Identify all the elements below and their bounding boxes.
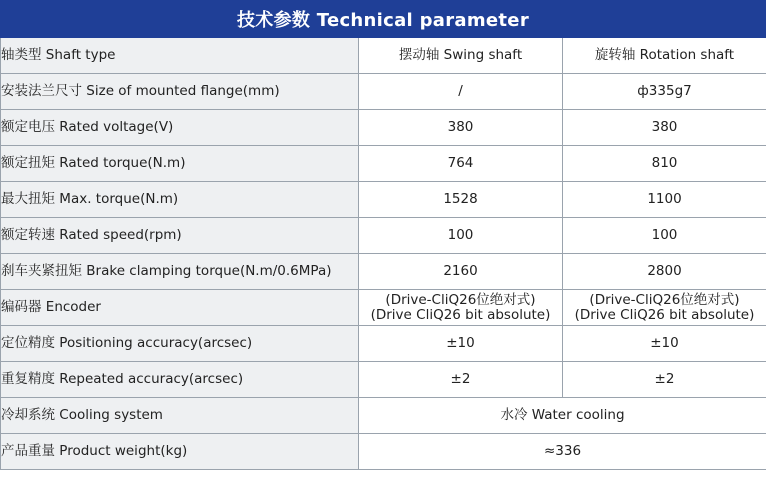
table-row: [1, 434, 766, 470]
table-row: [1, 218, 766, 254]
table-row: [1, 110, 766, 146]
encoder-line-cn: (Drive-CliQ26位绝对式): [385, 291, 536, 308]
row-label: 冷却系统 Cooling system: [1, 398, 359, 434]
table-title: 技术参数 Technical parameter: [237, 10, 529, 31]
table-row: [1, 74, 766, 110]
rotation-shaft-value: 旋转轴 Rotation shaft: [563, 38, 766, 74]
rotation-shaft-value: ±2: [563, 362, 766, 398]
row-label: 最大扭矩 Max. torque(N.m): [1, 182, 359, 218]
row-label: 安装法兰尺寸 Size of mounted flange(mm): [1, 74, 359, 110]
encoder-line-en: (Drive CliQ26 bit absolute): [574, 306, 755, 323]
rotation-shaft-value: ±10: [563, 326, 766, 362]
table-row: [1, 254, 766, 290]
table-row: [1, 398, 766, 434]
encoder-line-en: (Drive CliQ26 bit absolute): [370, 306, 551, 323]
swing-shaft-value: 1528: [359, 182, 563, 218]
swing-shaft-value: 2160: [359, 254, 563, 290]
swing-shaft-value: 摆动轴 Swing shaft: [359, 38, 563, 74]
swing-shaft-value: ±10: [359, 326, 563, 362]
table-row: [1, 182, 766, 218]
encoder-line-cn: (Drive-CliQ26位绝对式): [589, 291, 740, 308]
row-label: 重复精度 Repeated accuracy(arcsec): [1, 362, 359, 398]
swing-shaft-value: 764: [359, 146, 563, 182]
swing-shaft-value: [359, 290, 563, 326]
shared-value: 水冷 Water cooling: [359, 398, 766, 434]
row-label: 产品重量 Product weight(kg): [1, 434, 359, 470]
swing-shaft-value: 100: [359, 218, 563, 254]
rotation-shaft-value: 380: [563, 110, 766, 146]
rotation-shaft-value: ф335g7: [563, 74, 766, 110]
rotation-shaft-value: 100: [563, 218, 766, 254]
swing-shaft-value: /: [359, 74, 563, 110]
table-row: [1, 290, 766, 326]
rotation-shaft-value: 2800: [563, 254, 766, 290]
row-label: 额定电压 Rated voltage(V): [1, 110, 359, 146]
technical-parameter-table: [0, 38, 766, 470]
row-label: 轴类型 Shaft type: [1, 38, 359, 74]
table-title-bar: [0, 0, 766, 38]
table-row: [1, 146, 766, 182]
table-row: [1, 38, 766, 74]
swing-shaft-value: ±2: [359, 362, 563, 398]
shared-value: ≈336: [359, 434, 766, 470]
table-row: [1, 326, 766, 362]
row-label: 额定扭矩 Rated torque(N.m): [1, 146, 359, 182]
row-label: 编码器 Encoder: [1, 290, 359, 326]
table-row: [1, 362, 766, 398]
row-label: 刹车夹紧扭矩 Brake clamping torque(N.m/0.6MPa): [1, 254, 359, 290]
row-label: 额定转速 Rated speed(rpm): [1, 218, 359, 254]
rotation-shaft-value: 1100: [563, 182, 766, 218]
row-label: 定位精度 Positioning accuracy(arcsec): [1, 326, 359, 362]
swing-shaft-value: 380: [359, 110, 563, 146]
rotation-shaft-value: [563, 290, 766, 326]
rotation-shaft-value: 810: [563, 146, 766, 182]
